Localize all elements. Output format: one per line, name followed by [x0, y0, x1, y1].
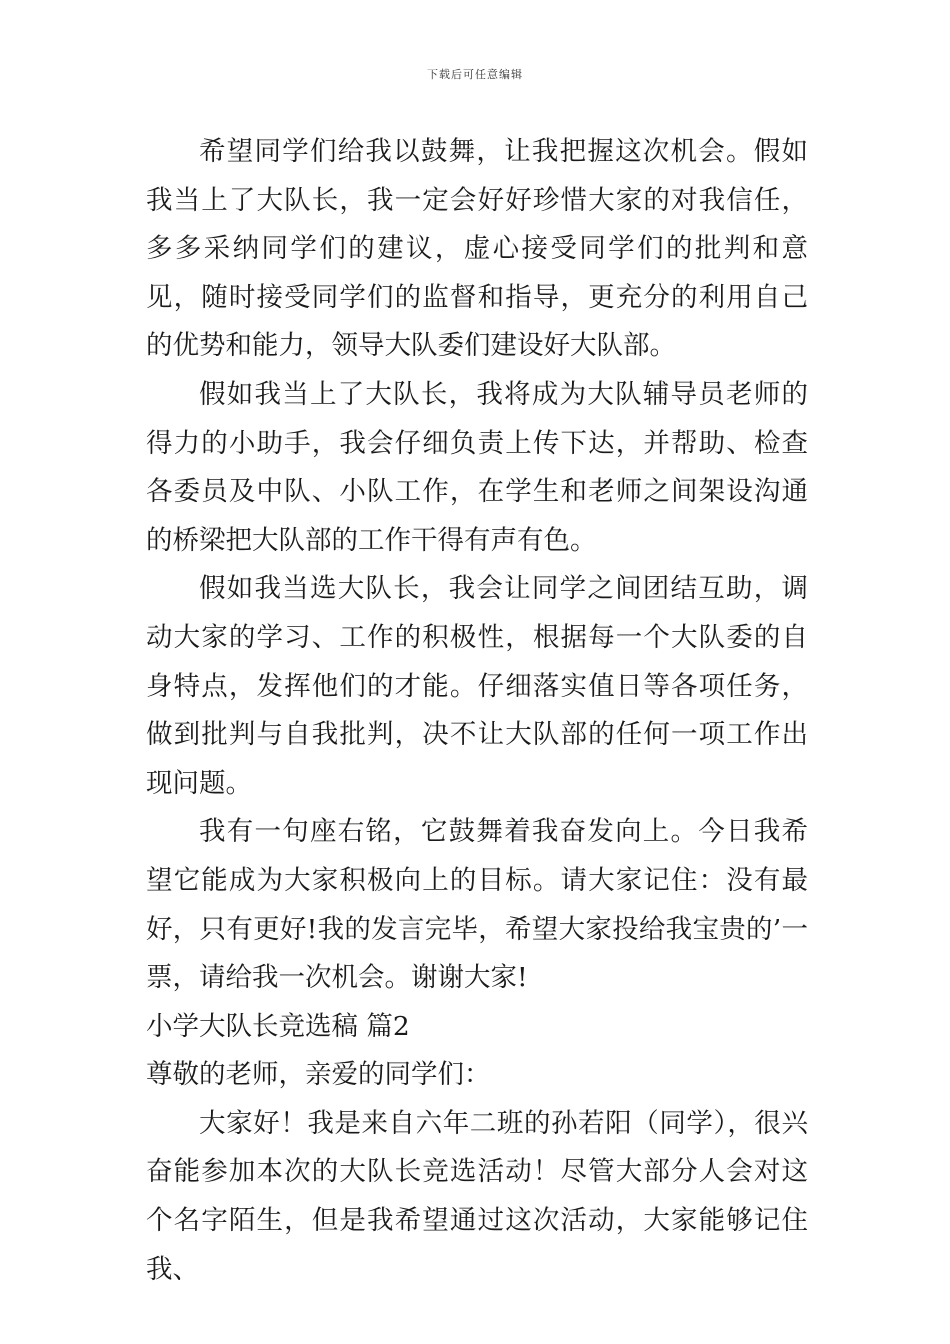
- paragraph-2: 假如我当上了大队长，我将成为大队辅导员老师的得力的小助手，我会仔细负责上传下达，并帮助、检查各委员及中队、小队工作，在学生和老师之间架设沟通的桥梁把大队部的工作干得有声有色。: [146, 378, 808, 556]
- paragraph-1: 希望同学们给我以鼓舞，让我把握这次机会。假如我当上了大队长，我一定会好好珍惜大家的对我信任，多多采纳同学们的建议，虚心接受同学们的批判和意见，随时接受同学们的监督和指导，更充分的利用自己的优势和能力，领导大队委们建设好大队部。: [146, 136, 808, 362]
- section-title: 小学大队长竞选稿 篇2: [146, 1010, 410, 1042]
- document-body: [146, 128, 808, 1294]
- greeting: 尊敬的老师，亲爱的同学们：: [146, 1059, 491, 1091]
- header-note: 下载后可任意编辑: [427, 68, 523, 81]
- paragraph-3: 假如我当选大队长，我会让同学之间团结互助，调动大家的学习、工作的积极性，根据每一个大队委的自身特点，发挥他们的才能。仔细落实值日等各项任务，做到批判与自我批判，决不让大队部的任何一项工作出现问题。: [146, 573, 808, 799]
- paragraph-5: 大家好！我是来自六年二班的孙若阳（同学），很兴奋能参加本次的大队长竞选活动！尽管大部分人会对这个名字陌生，但是我希望通过这次活动，大家能够记住我、: [146, 1107, 808, 1285]
- paragraph-4: 我有一句座右铭，它鼓舞着我奋发向上。今日我希望它能成为大家积极向上的目标。请大家记住：没有最好，只有更好!我的发言完毕，希望大家投给我宝贵的’一票，请给我一次机会。谢谢大家!: [146, 816, 808, 994]
